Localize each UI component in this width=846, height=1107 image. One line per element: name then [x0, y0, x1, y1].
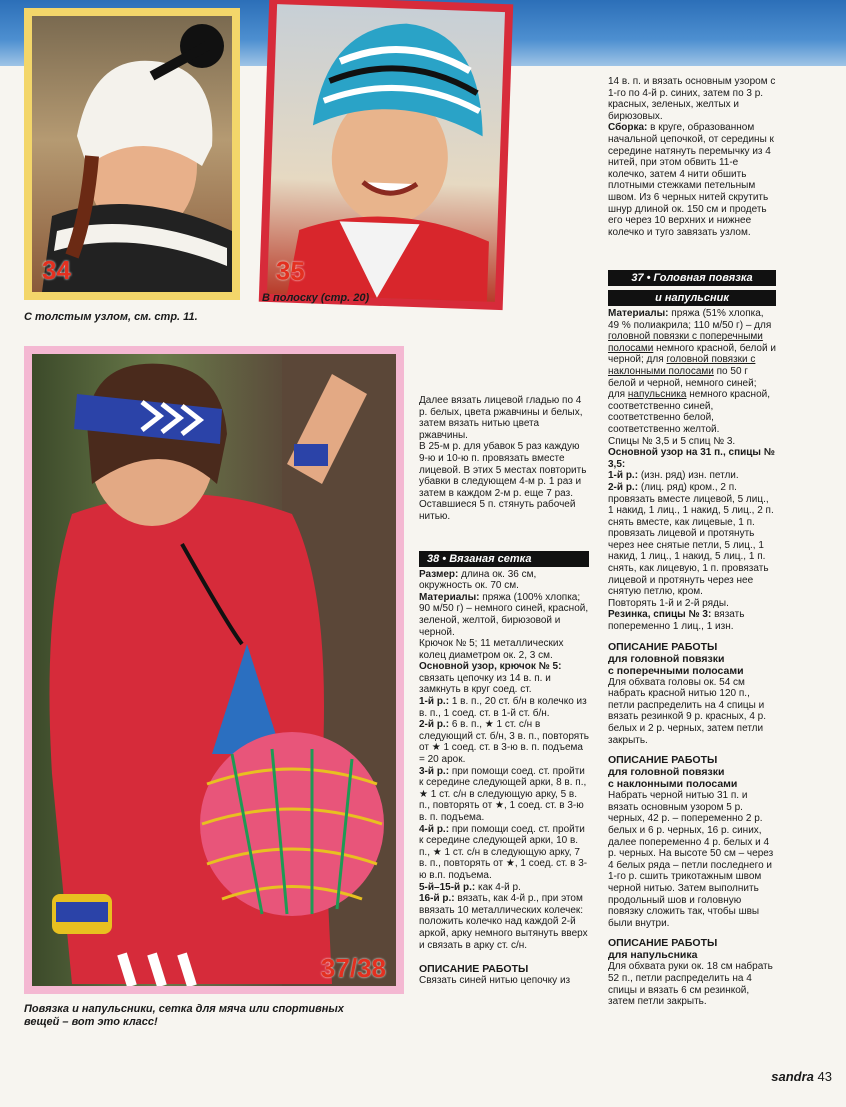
right-column: 37 • Головная повязка и напульсник Материалы: пряжа (51% хлопка, 49 % полиакрила; 110 м/50 г) – для головной повязки с поперечными полосами немного красной, белой и черной; для головной повязки с наклонными полосами по 50 г белой и черной, немного синей; для напульсника немного красной, соответственно синей, соответственно белой, соответственно желтой. Спицы № 3,5 и 5 спиц № 3. Основной узор на 31 п., спицы № 3,5: 1-й р.: (изн. ряд) изн. петли. 2-й р.: (лиц. ряд) кром., 2 п. провязать вместе лицевой, 5 лиц., 1 накид, 1 лиц., 1 накид, 5 лиц., 2 п. снять вместе, как лицевые, 1 п. провязать лицевой и протянуть через нее снятые петли, 5 лиц., 1 накид, 1 лиц., 1 накид, 5 лиц., 1 п. снять, как лицевую, 1 п. провязать лицевой и протянуть через нее снятую петлю, кром. Повторять 1-й и 2-й ряды. Резинка, спицы № 3: вязать попеременно 1 лиц., 1 изн. ОПИСАНИЕ РАБОТЫ для головной повязки с поперечными полосами Для обхвата головы ок. 54 см набрать красной нитью 120 п., петли распределить на 4 спицы и вязать резинкой 9 р. красных, 4 р. белых и 2 р. черных, затем петли закрыть. ОПИСАНИЕ РАБОТЫ для головной повязки с наклонными полосами Набрать черной нитью 31 п. и вязать основным узором 5 р. черных, 42 р. – попеременно 2 р. белых и 6 р. черных, 16 р. синих, далее попеременно 4 р. белых и 4 р. черных. На высоте 50 см – через 4 белых ряда – петли последнего и 1-го р. сшить трикотажным швом черной нитью. Затем выполнить продольный шов и головную повязку сложить так, чтобы швы были внутри. ОПИСАНИЕ РАБОТЫ для напульсника Для обхвата руки ок. 18 см набрать 52 п., петли распределить на 4 спицы и вязать 6 см резинкой, затем петли закрыть.	[608, 272, 776, 1008]
page-footer	[771, 1069, 832, 1084]
child-with-hat-illustration	[32, 16, 232, 292]
text-paragraph: 14 в. п. и вязать основным узором с 1-го по 4-й р. синих, затем по 3 р. красных, зеленых, желтых и бирюзовых.	[608, 76, 776, 122]
caption-35: В полоску (стр. 20)	[262, 292, 370, 304]
caption-34: С толстым узлом, см. стр. 11.	[24, 311, 198, 323]
description-heading: ОПИСАНИЕ РАБОТЫ для напульсника	[608, 937, 718, 962]
photo-34	[24, 8, 240, 300]
page-number: 43	[817, 1069, 832, 1084]
section-38-title: 38 • Вязаная сетка	[419, 551, 589, 567]
description-heading: ОПИСАНИЕ РАБОТЫ для головной повязки с поперечными полосами	[608, 640, 744, 677]
photo-number: 34	[42, 255, 71, 285]
photo-number: 35	[275, 255, 306, 287]
photo-35	[259, 0, 514, 310]
description-heading: ОПИСАНИЕ РАБОТЫ	[419, 963, 529, 976]
right-column-top: 14 в. п. и вязать основным узором с 1-го по 4-й р. синих, затем по 3 р. красных, зеленых, желтых и бирюзовых. Сборка: в круге, образованном начальной цепочкой, от середины к середине натянуть перемычку из 4 нитей, при этом обвить 11-е колечко, затем 4 нити обшить плотными стежками петельным швом. Из 6 черных нитей скрутить шнур длиной ок. 150 см и продеть его через 10 верхних и нижнее колечко и туго завязать узлом.	[608, 76, 776, 238]
photo-37-38	[24, 346, 404, 994]
photo-number: 37/38	[320, 953, 386, 983]
girl-with-net-bag-illustration	[32, 354, 396, 986]
brand-name: sandra	[771, 1069, 814, 1084]
section-37-title: 37 • Головная повязка	[608, 270, 776, 286]
middle-column: Далее вязать лицевой гладью по 4 р. белых, цвета ржавчины и белых, затем вязать нитью цвета ржавчины. В 25-м р. для убавок 5 раз каждую 9-ю и 10-ю п. провязать вместе лицевой. В этих 5 местах повторить убавки в следующем 4-м р. 1 раз и затем в каждом 2-м р. еще 7 раз. Оставшиеся 5 п. стянуть рабочей нитью. 38 • Вязаная сетка Размер: длина ок. 36 см, окружность ок. 70 см. Материалы: пряжа (100% хлопка; 90 м/50 г) – немного синей, красной, зеленой, желтой, бирюзовой и черной. Крючок № 5; 11 металлических колец диаметром ок. 2, 3 см. Основной узор, крючок № 5: связать цепочку из 14 в. п. и замкнуть в круг соед. ст. 1-й р.: 1 в. п., 20 ст. б/н в колечко из в. п., 1 соед. ст. в 1-й ст. б/н. 2-й р.: 6 в. п., ★ 1 ст. с/н в следующий ст. б/н, 3 в. п., повторять от ★ 1 соед. ст. в 3-ю в. п. подъема = 20 арок. 3-й р.: при помощи соед. ст. пройти к середине следующей арки, 8 в. п., ★ 1 ст. с/н в следующую арку, 5 в. п., повторять от ★, 1 соед. ст. в 3-ю в. п. подъема. 4-й р.: при помощи соед. ст. пройти к середине следующей арки, 10 в. п., ★ 1 ст. с/н в следующую арку, 7 в. п., повторять от ★, 1 соед. ст. в 3-ю в.п. подъема. 5-й–15-й р.: как 4-й р. 16-й р.: вязать, как 4-й р., при этом ввязать 10 металлических колечек: положить колечко над каждой 2-й аркой, арку немного вытянуть вверх и связать в арку ст. с/н. ОПИСАНИЕ РАБОТЫ Связать синей нитью цепочку из	[419, 395, 590, 987]
description-heading: ОПИСАНИЕ РАБОТЫ для головной повязки с наклонными полосами	[608, 754, 738, 791]
section-37-subtitle: и напульсник	[608, 290, 776, 306]
caption-37-38: Повязка и напульсники, сетка для мяча или спортивных вещей – вот это класс!	[24, 1003, 344, 1028]
